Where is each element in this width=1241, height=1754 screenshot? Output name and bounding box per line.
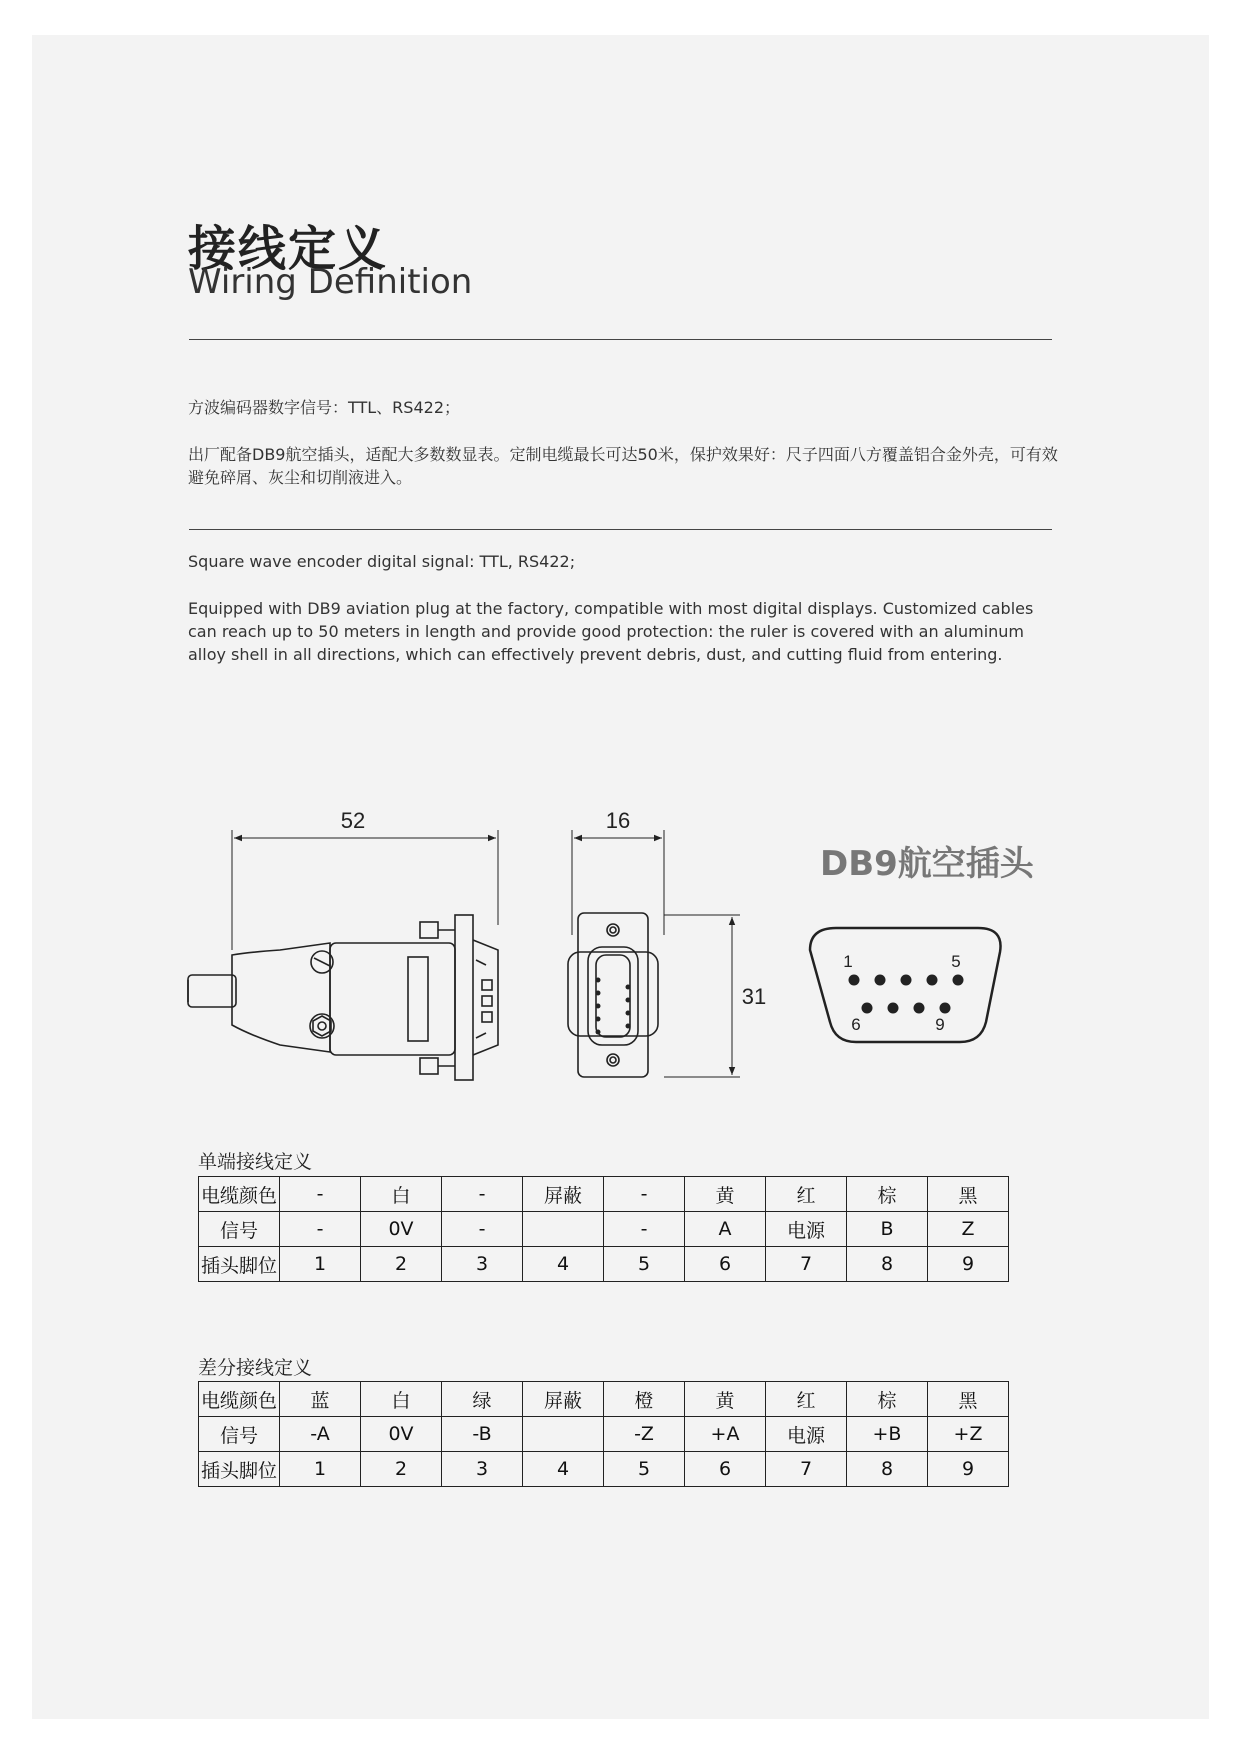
table-cell: +Z [928,1417,1009,1452]
pin-label: 1 [843,952,853,971]
table-cell: -A [280,1417,361,1452]
table-cell: 1 [280,1452,361,1487]
table-cell: A [685,1212,766,1247]
table-cell: - [442,1212,523,1247]
table-cell: 5 [604,1452,685,1487]
table-cell: 1 [280,1247,361,1282]
table-cell: 屏蔽 [523,1177,604,1212]
table-cell: 0V [361,1212,442,1247]
dimension-length: 52 [340,808,366,833]
divider [189,529,1052,530]
table-cell: 棕 [847,1382,928,1417]
table-cell: 9 [928,1247,1009,1282]
table-cell: - [280,1177,361,1212]
divider [189,339,1052,340]
page-title: 接线定义 [188,221,389,277]
table-cell: - [604,1212,685,1247]
intro-cn-line2: 出厂配备DB9航空插头，适配大多数数显表。定制电缆最长可达50米，保护效果好：尺子四面八方覆盖铝合金外壳，可有效避免碎屑、灰尘和切削液进入。 [188,445,1058,487]
table-cell: - [442,1177,523,1212]
table-cell: 6 [685,1247,766,1282]
page-subtitle: Wiring Definition [188,262,473,302]
intro-en-line2: Equipped with DB9 aviation plug at the factory, compatible with most digital displays. Customized cables can reach up to 50 meters in length and provide good protection: the ruler is covered with an aluminum alloy shell in all directions, which can effectively prevent debris, dust, and cutting fluid from entering. [188,599,1034,664]
table-cell: 6 [685,1452,766,1487]
table-cell: 信号 [199,1417,280,1452]
table-cell: 棕 [847,1177,928,1212]
table-cell: - [280,1212,361,1247]
table-cell [523,1212,604,1247]
table-cell: Z [928,1212,1009,1247]
table-cell: 红 [766,1382,847,1417]
table-cell: 黑 [928,1177,1009,1212]
table-cell: 3 [442,1452,523,1487]
table-row [199,1382,1009,1417]
intro-en-line1: Square wave encoder digital signal: TTL, RS422; [188,552,576,571]
table-row [199,1417,1009,1452]
dimension-width: 16 [605,808,631,833]
table-cell: 8 [847,1452,928,1487]
table-cell: 电缆颜色 [199,1382,280,1417]
table-cell: +B [847,1417,928,1452]
connector-title: DB9航空插头 [820,844,1034,884]
table-cell: 蓝 [280,1382,361,1417]
intro-cn-line1: 方波编码器数字信号：TTL、RS422； [188,398,460,417]
table-cell: 信号 [199,1212,280,1247]
table-cell: 电源 [766,1417,847,1452]
table-cell: 白 [361,1177,442,1212]
table-cell: 白 [361,1382,442,1417]
table-cell: 黑 [928,1382,1009,1417]
table-cell: 红 [766,1177,847,1212]
table-cell: 橙 [604,1382,685,1417]
pin-label: 5 [951,952,961,971]
table-row [199,1177,1009,1212]
table-cell: 7 [766,1247,847,1282]
table-cell: 插头脚位 [199,1247,280,1282]
table-cell: 0V [361,1417,442,1452]
differential-title: 差分接线定义 [198,1357,313,1379]
table-cell: - [604,1177,685,1212]
table-cell: 黄 [685,1382,766,1417]
table-cell: 黄 [685,1177,766,1212]
table-cell: 4 [523,1247,604,1282]
table-cell: -B [442,1417,523,1452]
differential-table [198,1381,1009,1487]
table-cell: 3 [442,1247,523,1282]
table-cell: 7 [766,1452,847,1487]
table-row [199,1212,1009,1247]
table-cell: 2 [361,1452,442,1487]
pin-label: 9 [935,1015,945,1034]
single-ended-title: 单端接线定义 [198,1151,313,1173]
table-cell: 8 [847,1247,928,1282]
table-row [199,1247,1009,1282]
table-cell: 绿 [442,1382,523,1417]
pin-label: 6 [851,1015,861,1034]
table-cell: 电源 [766,1212,847,1247]
dimension-height: 31 [741,984,767,1009]
table-row [199,1452,1009,1487]
table-cell: 4 [523,1452,604,1487]
table-cell: 5 [604,1247,685,1282]
table-cell: 电缆颜色 [199,1177,280,1212]
table-cell: 9 [928,1452,1009,1487]
table-cell: 插头脚位 [199,1452,280,1487]
single-ended-table [198,1176,1009,1282]
table-cell: 2 [361,1247,442,1282]
table-cell: -Z [604,1417,685,1452]
table-cell: 屏蔽 [523,1382,604,1417]
table-cell: B [847,1212,928,1247]
table-cell: +A [685,1417,766,1452]
table-cell [523,1417,604,1452]
